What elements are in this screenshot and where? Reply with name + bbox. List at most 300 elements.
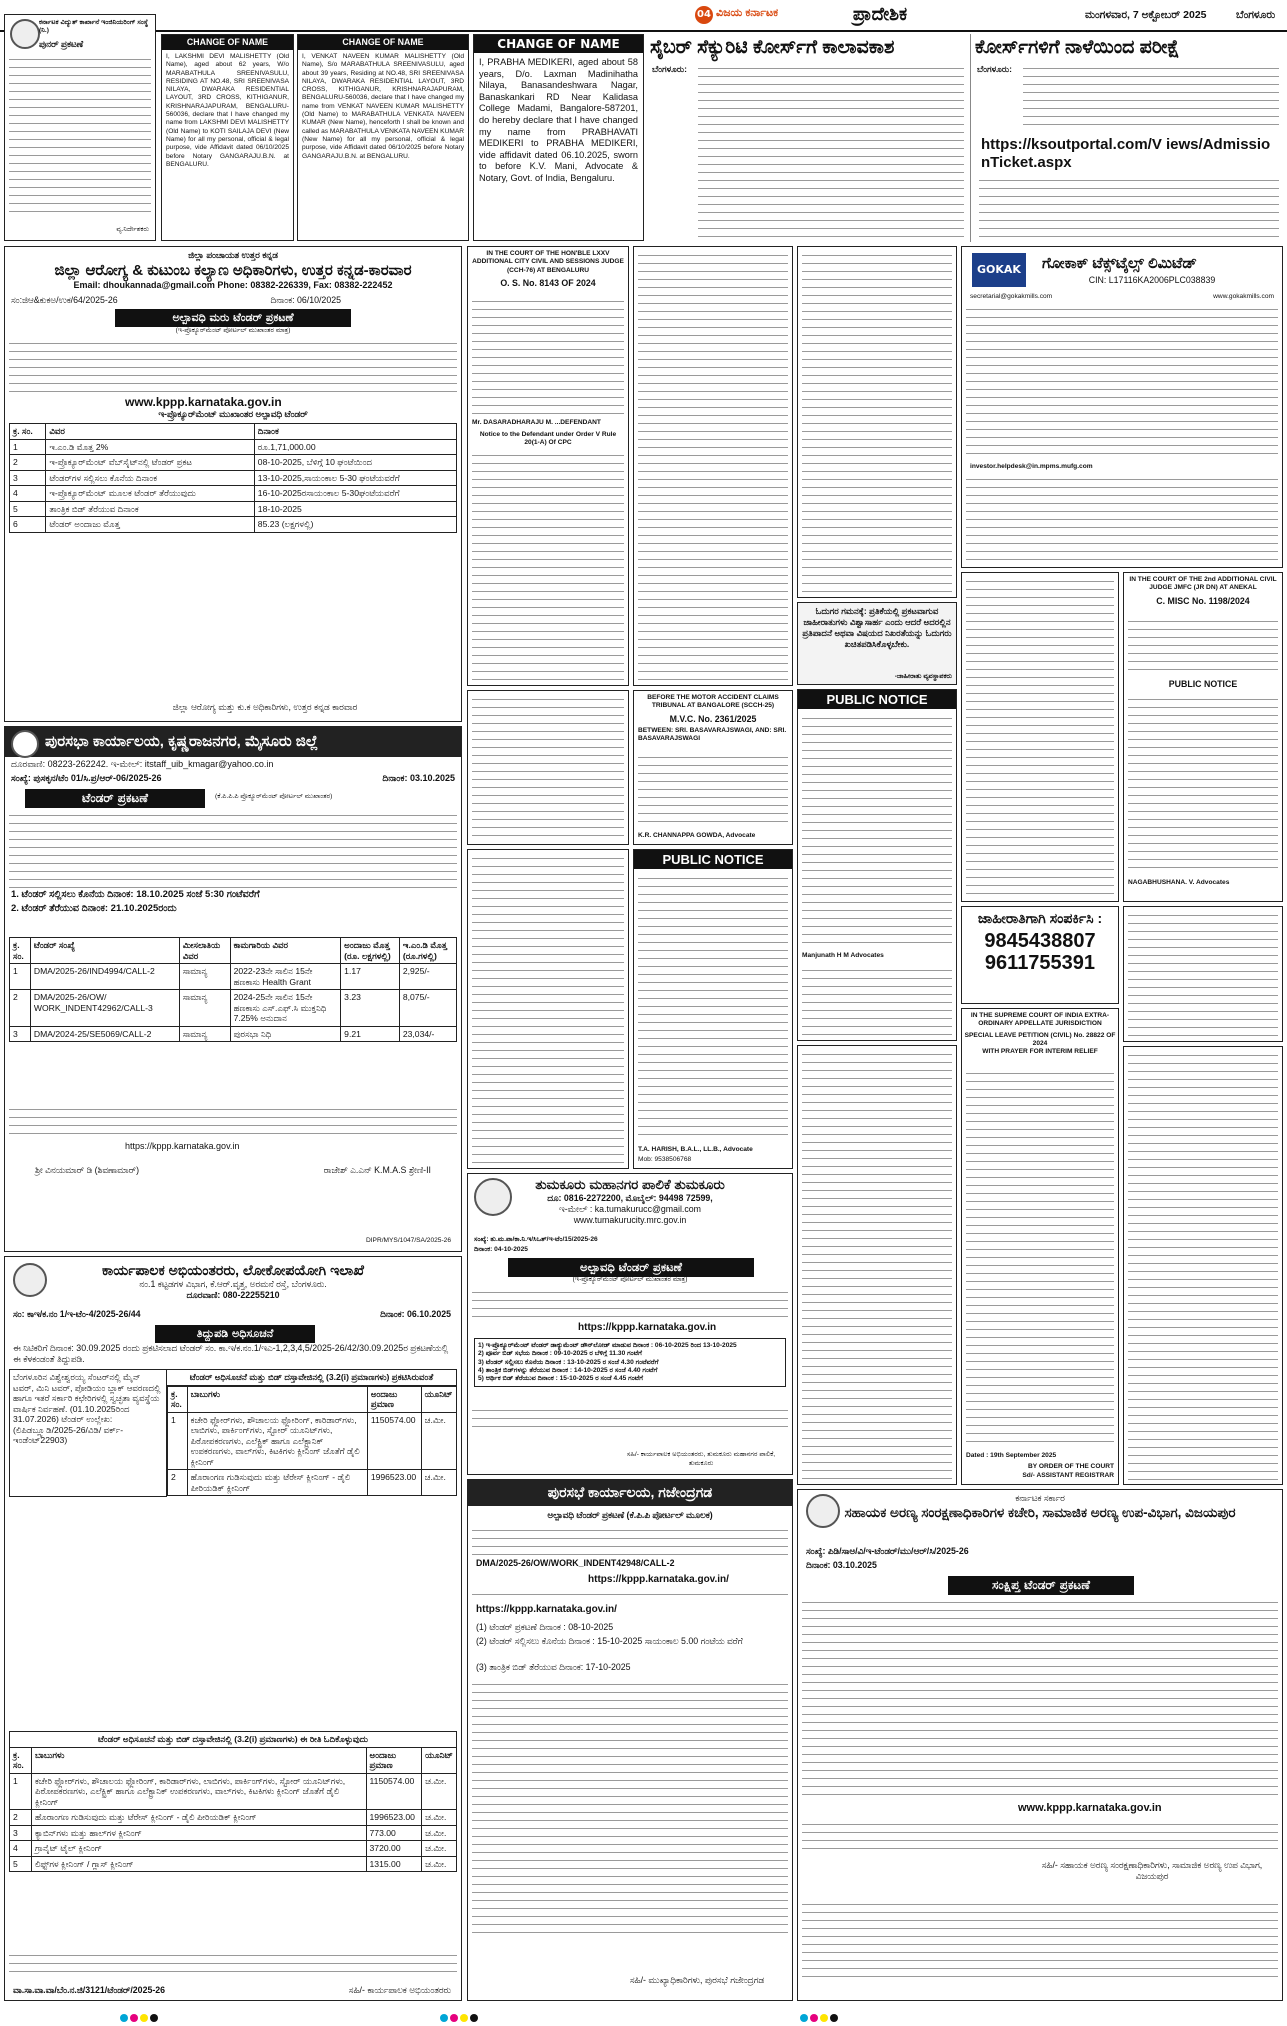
yellow-dot: [820, 2014, 828, 2022]
kr-ref-date: ದಿನಾಂಕ: 03.10.2025: [382, 773, 455, 783]
table-header-cell: ಅಂದಾಜು ಮೊತ್ತ (ರೂ. ಲಕ್ಷಗಳಲ್ಲಿ): [341, 938, 400, 964]
table-cell: 3: [10, 1026, 31, 1042]
table-header-cell: ಯೂನಿಟ್: [421, 1386, 456, 1412]
change-of-name-heading: CHANGE OF NAME: [474, 35, 643, 53]
table-row: [10, 501, 457, 517]
kebeda-signature: ವ್ಯ.ನಿರ್ದೇಶಕರು: [116, 225, 149, 233]
notice-box-medium: [1123, 906, 1283, 1042]
course-exam-headline: ಕೋರ್ಸ್‌ಗಳಿಗೆ ನಾಳೆಯಿಂದ ಪರೀಕ್ಷೆ: [975, 37, 1180, 58]
magenta-dot: [450, 2014, 458, 2022]
govt-emblem-icon: [13, 1263, 47, 1297]
change-of-name-1: [161, 34, 294, 241]
table-cell: 9.21: [341, 1026, 400, 1042]
gokak-logo: GOKAK: [972, 253, 1026, 287]
gaj-link-1[interactable]: https://kppp.karnataka.gov.in/: [588, 1574, 729, 1585]
kebeda-org: ಕರ್ನಾಟಕ ವಿದ್ಯುತ್ ಕಾರ್ಖಾನೆ ಇಂಜಿನಿಯರಿಂಗ್ ಸಂಸ್ಥೆ (ನಿ.): [39, 19, 149, 35]
tumakuru-phone: ದೂ: 0816-2272200, ಮೊಬೈಲ್: 94498 72599,: [547, 1193, 713, 1203]
table-cell: 1: [168, 1412, 188, 1470]
table-cell: ಚ.ಮೀ.: [421, 1470, 456, 1496]
cyan-dot: [440, 2014, 448, 2022]
public-notice-2-title: PUBLIC NOTICE: [798, 690, 956, 709]
table-cell: ಟೆಂಡರ್‌ಗಳ ಸಲ್ಲಿಸಲು ಕೊನೆಯ ದಿನಾಂಕ: [46, 470, 254, 486]
vijayapura-ref-date: ದಿನಾಂಕ: 03.10.2025: [806, 1560, 877, 1570]
legal-notice-2-body: [472, 854, 624, 1166]
jmfc-anekal-parties: [1128, 617, 1278, 677]
gokak-company: ಗೋಕಾಕ್ ಟೆಕ್ಸ್‌ಟೈಲ್ಸ್ ಲಿಮಿಟೆಡ್: [1042, 255, 1197, 272]
table-row: [10, 439, 457, 455]
kebeda-title: ಪುನರ್ ಪ್ರಕಟಣೆ: [39, 39, 84, 49]
health-body: [9, 339, 457, 399]
notice-box-medium-body: [1128, 911, 1278, 1039]
tumakuru-signature: ಸಹಿ/- ಕಾರ್ಯಪಾಲಕ ಅಭಿಯಂತರರು, ತುಮಕೂರು ಮಹಾನಗರ ಪಾಲಿಕೆ, ತುಮಕೂರು: [626, 1451, 776, 1467]
change-of-name-text: I, LAKSHMI DEVI MALISHETTY (Old Name), aged about 62 years, W/o MARABATHULA SREENIVASULU, RESIDING AT NO.48, SRI SREENIVASA NILAYA, DWARAKA RESIDENTIAL LAYOUT, 3RD CROSS, KITHIGANUR, KRISHNARAJAPURAM, BENGALURU-560036, declare that I have changed my name from LAKSHMI DEVI MALISHETTY (Old Name) to KOTI SAILAJA DEVI (New Name) for all my personal, official & legal purpose, vide Affidavit dated 06/10/2025 before Notary GANGARAJU.B.N. at BENGALURU.: [166, 53, 289, 168]
change-of-name-text: I, VENKAT NAVEEN KUMAR MALISHETTY (Old Name), S/o MARABATHULA SREENIVASULU, aged about 39 years, Residing at NO.48, SRI SREENIVASA NILAYA, DWARAKA RESIDENTIAL LAYOUT, 3RD CROSS, KITHIGANUR, KRISHNARAJAPURAM, BENGALURU-560036, declare that I have changed my name from VENKAT NAVEEN KUMAR MALISHETTY (Old Name) to MARABATHULA VENKATA NAVEEN KUMAR (New Name), henceforth I shall be known and called as MARABATHULA VENKATA NAVEEN KUMAR (New Name) for all my personal, official & legal purpose, vide Affidavit dated 06/10/2025 before Notary GANGARAJU.B.N. at BENGALURU.: [302, 53, 464, 160]
table-row: [168, 1412, 457, 1470]
table-cell: 1150574.00: [367, 1412, 421, 1470]
public-notice-2-body: [802, 714, 952, 944]
gaj-link-2[interactable]: https://kppp.karnataka.gov.in/: [476, 1604, 617, 1615]
table-header-cell: ಬಾಬುಗಳು: [31, 1747, 366, 1773]
table-cell: DMA/2024-25/SE5069/CALL-2: [30, 1026, 179, 1042]
supreme-court-case: SPECIAL LEAVE PETITION (CIVIL) No. 28822 OF 2024: [964, 1031, 1116, 1047]
table-header-cell: ಮೀಸಲಾತಿಯ ವಿವರ: [179, 938, 230, 964]
table-cell: 16-10-2025ರಸಾಯಂಕಾಲ 5-30ಘಂಟೆಯವರೆಗೆ: [254, 486, 456, 502]
table-cell: DMA/2025-26/OW/ WORK_INDENT42962/CALL-3: [30, 990, 179, 1027]
course-exam-article: [975, 34, 1283, 242]
course-exam-link[interactable]: https://ksoutportal.com/V iews/AdmissionTicket.aspx: [981, 136, 1271, 171]
section-title: ಪ್ರಾದೇಶಿಕ: [852, 4, 908, 24]
cyber-course-dateline: ಬೆಂಗಳೂರು:: [652, 64, 687, 74]
mvc-case: M.V.C. No. 2361/2025: [669, 713, 757, 724]
property-notice-body: [638, 251, 788, 683]
legal-notice-4: [1123, 1046, 1283, 1485]
public-notice-1-title: PUBLIC NOTICE: [634, 850, 792, 869]
table-cell: ಇ-ಪ್ರೊಕ್ಯೂರ್‌ಮೆಂಟ್ ಮೂಲಕ ಟೆಂಡರ್ ತೆರೆಯುವುದು: [46, 486, 254, 502]
legal-notice-body: [472, 695, 624, 842]
table-cell: 5: [10, 1856, 32, 1872]
table-cell: 1: [10, 1773, 32, 1810]
jmfc-anekal-case: C. MISC No. 1198/2024: [1156, 595, 1250, 606]
page-header: [0, 0, 1287, 32]
gaj-tender-no: DMA/2025-26/OW/WORK_INDENT42948/CALL-2: [476, 1558, 675, 1568]
table-header-cell: ಯೂನಿಟ್: [422, 1747, 457, 1773]
public-notice-1: [633, 849, 793, 1169]
gaj-line-1: (1) ಟೆಂಡರ್ ಪ್ರಕಟಣೆ ದಿನಾಂಕ : 08-10-2025: [476, 1622, 614, 1632]
table-cell: ಚ.ಮೀ.: [422, 1810, 457, 1826]
health-ref: ಸಂ:ಜಿಆ&ಕುಕಅ/ಉಕ/64/2025-26: [11, 295, 118, 305]
tumakuru-dates-box: [474, 1338, 786, 1387]
change-of-name-heading: CHANGE OF NAME: [298, 35, 468, 50]
health-subtitle: (ಇ-ಪ್ರೊಕ್ಯೂರ್‌ಮೆಂಟ್ ಪೋರ್ಟಲ್ ಮುಖಾಂತರ ಮಾತ್ರ): [175, 327, 291, 334]
court-summons-parties: [472, 297, 624, 417]
health-site-link[interactable]: www.kppp.karnataka.gov.in: [125, 395, 282, 409]
court-summons-notice-heading: Notice to the Defendant under Order V Rule 20(1-A) Of CPC: [479, 431, 617, 447]
table-cell: ಇ-ಪ್ರೊಕ್ಯೂರ್‌ಮೆಂಟ್ ವೆಬ್‌ಸೈಟ್‌ನಲ್ಲಿ ಟೆಂಡರ್ ಪ್ರಕಟ: [46, 455, 254, 471]
legal-notice-4-body: [1128, 1051, 1278, 1482]
kr-note: [9, 1105, 457, 1139]
table-cell: ಚ.ಮೀ.: [422, 1856, 457, 1872]
vijayapura-notice: [797, 1489, 1283, 2001]
pwd-phone: ದೂರವಾಣಿ: 080-22255210: [186, 1290, 280, 1300]
tumakuru-date-4: 4) ತಾಂತ್ರಿಕ ಬಿಡ್‌ಗಳನ್ನು ತೆರೆಯುವ ದಿನಾಂಕ : 14-10-2025 ರ ಸಂಜೆ 4.40 ಗಂಟೆಗೆ: [478, 1366, 658, 1374]
advertiser-message-text: ಓದುಗರ ಗಮನಕ್ಕೆ: ಪ್ರತಿಕೆಯಲ್ಲಿ ಪ್ರಕಟವಾಗುವ ಜಾಹೀರಾತುಗಳು ವಿಶ್ವಾಸಾರ್ಹ ಎಂದು ಆದರೆ ಅದರಲ್ಲಿನ ಪ್ರತಿಪಾದನೆ ಅಥವಾ ವಿಷಯದ ನಿಖರತೆಯನ್ನು ಓದುಗರು ಖಚಿತಪಡಿಸಿಕೊಳ್ಳಬೇಕು.: [802, 606, 952, 649]
table-header-row: [168, 1386, 457, 1412]
table-cell: ಲಿಫ್ಟ್‌ಗಳ ಕ್ಲೀನಿಂಗ್ / ಗ್ಲಾಸ್ ಕ್ಲೀನಿಂಗ್: [31, 1856, 366, 1872]
table-cell: 2: [10, 1810, 32, 1826]
govt-emblem-icon: [806, 1494, 840, 1528]
kr-ref: ಸಂಖ್ಯೆ: ಪುಸಕೃನ/ಟೆಂ 01/ಸಿ.ಪ್ರ/ಆರ್-06/2025-26: [11, 773, 162, 783]
table-cell: ಕಚೇರಿ ಫ್ಲೋರ್‌ಗಳು, ಶೌಚಾಲಯ ಫ್ಲೋರಿಂಗ್, ಕಾರಿಡಾರ್‌ಗಳು, ಲಾಬಿಗಳು, ಪಾರ್ಕಿಂಗ್‌ಗಳು, ಸ್ಟೋರ್ ಯೂನಿಟ್‌ಗಳು, ಪಿಠೋಪಕರಣಗಳು, ಎಲೆಕ್ಟ್ರಿಕ್ ಹಾಗೂ ಎಲೆಕ್ಟ್ರಾನಿಕ್ ಉಪಕರಣಗಳು, ವಾಲ್‌ಗಳು, ಕಿಟಕಿಗಳು ಕ್ಲೀನಿಂಗ್ ಜೊತೆಗೆ ಡೈಲಿ ಕ್ಲೀನಿಂಗ್: [31, 1773, 366, 1810]
kr-office: ಪುರಸಭಾ ಕಾರ್ಯಾಲಯ, ಕೃಷ್ಣರಾಜನಗರ, ಮೈಸೂರು ಜಿಲ್ಲೆ: [45, 733, 318, 750]
table-header-cell: ಕ್ರ. ಸಂ.: [10, 424, 46, 440]
cyan-dot: [120, 2014, 128, 2022]
table-header-row: [10, 1747, 457, 1773]
table-header-cell: ಟೆಂಡರ್ ಸಂಖ್ಯೆ: [30, 938, 179, 964]
supreme-court-signatory: BY ORDER OF THE COURT Sd/- ASSISTANT REGISTRAR: [1022, 1463, 1114, 1479]
court-summons: [467, 246, 629, 686]
table-header-cell: ವಿವರ: [46, 424, 254, 440]
table-cell: ಚ.ಮೀ.: [422, 1841, 457, 1857]
pwd-note: [9, 1951, 457, 1973]
table-cell: ಟೆಂಡರ್ ಅಂದಾಜು ಮೊತ್ತ: [46, 517, 254, 533]
pwd-title: ತಿದ್ದುಪಡಿ ಅಧಿಸೂಚನೆ: [155, 1325, 315, 1343]
legal-notice-small: [467, 690, 629, 845]
health-top-line: ಜಿಲ್ಲಾ ಪಂಚಾಯತ ಉತ್ತರ ಕನ್ನಡ: [188, 250, 278, 260]
tumakuru-date-5: 5) ಆರ್ಥಿಕ ಬಿಡ್ ತೆರೆಯುವ ದಿನಾಂಕ : 15-10-2025 ರ ಸಂಜೆ 4.45 ಗಂಟೆಗೆ: [478, 1375, 644, 1383]
kr-tender-table: [9, 937, 457, 1042]
table-cell: 23,034/-: [399, 1026, 456, 1042]
registration-marks-left: [120, 2007, 160, 2015]
table-row: [10, 470, 457, 486]
course-exam-body-2: [979, 176, 1279, 238]
pwd-table2-heading: ಟೆಂಡರ್ ಅಧಿಸೂಚನೆ ಮತ್ತು ಬಿಡ್ ದಸ್ತಾವೇಜಿನಲ್ಲಿ (3.2(i) ಪ್ರಮಾಣಗಳು) ಈ ರೀತಿ ಓದಿಕೊಳ್ಳುವುದು: [10, 1732, 457, 1748]
table-header-cell: ದಿನಾಂಕ: [254, 424, 456, 440]
ad-contact-phone-2[interactable]: 9611755391: [984, 952, 1096, 974]
pwd-signature: ಸಹಿ/- ಕಾರ್ಯಪಾಲಕ ಅಭಿಯಂತರರು: [348, 1985, 451, 1995]
health-tender-notice: [4, 246, 462, 722]
table-row: [10, 1841, 457, 1857]
vijayapura-signature: ಸಹಿ/- ಸಹಾಯಕ ಅರಣ್ಯ ಸಂರಕ್ಷಣಾಧಿಕಾರಿಗಳು, ಸಾಮಾಜಿಕ ಅರಣ್ಯ ಉಪ ವಿಭಾಗ, ವಿಜಯಪುರ: [1041, 1860, 1263, 1881]
cyan-dot: [800, 2014, 808, 2022]
vijayapura-body-2: [802, 1820, 1278, 1850]
tumakuru-web[interactable]: www.tumakurucity.mrc.gov.in: [573, 1215, 687, 1225]
cyber-course-headline: ಸೈಬರ್ ಸೆಕ್ಯುರಿಟಿ ಕೋರ್ಸ್‌ಗೆ ಕಾಲಾವಕಾಶ: [650, 37, 895, 58]
table-cell: 3: [10, 1825, 32, 1841]
supreme-court-dated: Dated : 19th September 2025: [966, 1451, 1057, 1459]
table-row: [10, 455, 457, 471]
gaj-body-3: [472, 1680, 788, 1940]
supreme-court-title: IN THE SUPREME COURT OF INDIA EXTRA-ORDINARY APPELLATE JURISDICTION: [970, 1012, 1110, 1028]
tumakuru-title: ಅಲ್ಪಾವಧಿ ಟೆಂಡರ್ ಪ್ರಕಟಣೆ: [508, 1258, 754, 1277]
gokak-cin: CIN: L17116KA2006PLC038839: [1088, 275, 1216, 285]
table-row: [10, 517, 457, 533]
table-row: [10, 1810, 457, 1826]
tumakuru-date-1: 1) ಇ-ಪ್ರೊಕ್ಯೂರ್‌ಮೆಂಟ್ ಟೆಂಡರ್ ಡಾಕ್ಯುಮೆಂಟ್ ಡೌನ್‌ಲೋಡ್ ಮಾಡುವ ದಿನಾಂಕ : 06-10-2025 ರಿಂದ 13-10-2025: [478, 1342, 737, 1349]
table-header-row: [10, 938, 457, 964]
table-cell: 8,075/-: [399, 990, 456, 1027]
gaj-body-2: [472, 1590, 788, 1602]
table-cell: 85.23 (ಲಕ್ಷಗಳಲ್ಲಿ): [254, 517, 456, 533]
pwd-intro: ಈ ನಿಟಿಕರಿಗೆ ದಿನಾಂಕ: 30.09.2025 ರಂದು ಪ್ರಕಟಿಸಲಾದ ಟೆಂಡರ್ ಸಂ. ಕಾ.ಇ/ಕ.ನಂ.1/ಇಎ-1,2,3,4,5/2025-26/42/30.09.2025ರ ಪ್ರಕಟಣೆಯಲ್ಲಿ ಈ ಕೆಳಕಂಡಂತೆ ತಿದ್ದುಪಡಿ.: [13, 1343, 449, 1364]
pwd-office: ಕಾರ್ಯಪಾಲಕ ಅಭಿಯಂತರರು, ಲೋಕೋಪಯೋಗಿ ಇಲಾಖೆ: [102, 1262, 364, 1278]
court-summons-body: [472, 451, 624, 683]
table-row: [10, 1856, 457, 1872]
table-cell: 18-10-2025: [254, 501, 456, 517]
header-date: ಮಂಗಳವಾರ, 7 ಅಕ್ಟೋಬರ್ 2025: [1085, 9, 1207, 21]
vijayapura-title: ಸಂಕ್ಷಿಪ್ತ ಟೆಂಡರ್ ಪ್ರಕಟಣೆ: [948, 1576, 1134, 1595]
table-cell: ಚ.ಮೀ.: [422, 1825, 457, 1841]
pwd-left-text: ಬೆಂಗಳೂರಿನ ವಿಶ್ವೇಶ್ವರಯ್ಯ ಸೆಂಟರ್‌ನಲ್ಲಿ ಮೈನ್ ಟವರ್, ಮಿನಿ ಟವರ್, ಪೋಡಿಯಂ ಬ್ಲಾಕ್ ಆವರಣದಲ್ಲಿ ಹಾಗೂ ಇತರೆ ಸರ್ಕಾರಿ ಕಛೇರಿಗಳಲ್ಲಿ ಸ್ವಚ್ಛತಾ ವ್ಯವಸ್ಥೆಯ ವಾರ್ಷಿಕ ನಿರ್ವಹಣೆ. (01.10.2025ರಿಂದ 31.07.2026) ಟೆಂಡರ್ ಉಲ್ಲೇಖ: (ಲಿಪಿಡಬ್ಲ್ಯೂಡಿ/2025-26/ವಿಡಿ/ ವರ್ಕ್-ಇಂಡೆಂಟ್22903): [10, 1370, 167, 1497]
vijayapura-body: [802, 1598, 1278, 1798]
yellow-dot: [140, 2014, 148, 2022]
table-cell: 1996523.00: [367, 1470, 421, 1496]
table-cell: 2: [168, 1470, 188, 1496]
registration-marks-right: [800, 2007, 840, 2015]
mvc-notice: [633, 690, 793, 845]
vijayapura-top: ಕರ್ನಾಟಕ ಸರ್ಕಾರ: [1015, 1493, 1065, 1503]
table-cell: ಚ.ಮೀ.: [422, 1773, 457, 1810]
court-summons-case: O. S. No. 8143 OF 2024: [500, 277, 596, 288]
gokak-body: [966, 305, 1278, 461]
public-notice-2-footer: [802, 966, 952, 1038]
change-of-name-text: I, PRABHA MEDIKERI, aged about 58 years, D/o. Laxman Madinihatha Nilaya, Banasandeshwara Nagar, Banaskankari RD Near Kalidasa College Madami, Bangalore-587201, do hereby declare that I have changed my name from PRABHAVATI MEDIKERI to PRABHA MEDIKERI, vide affidavit dated 06.10.2025, sworn to before K.V. Mani, Advocate & Notary, Govt. of India, Bengaluru.: [479, 57, 638, 183]
table-row: [10, 486, 457, 502]
table-cell: 5: [10, 501, 46, 517]
gokak-notice: [961, 246, 1283, 568]
table-cell: 1996523.00: [366, 1810, 422, 1826]
table-header-cell: ಬಾಬುಗಳು: [187, 1386, 367, 1412]
table-row: [10, 964, 457, 990]
health-ref-date: ದಿನಾಂಕ: 06/10/2025: [270, 295, 341, 305]
table-cell: 2: [10, 455, 46, 471]
gokak-site[interactable]: www.gokakmills.com: [1213, 293, 1274, 300]
table-cell: 1: [10, 964, 31, 990]
table-cell: 1315.00: [366, 1856, 422, 1872]
pwd-ref: ಸಂ: ಕಾಇ/ಕ.ನಂ 1/ಇ-ಟೆಂ-4/2025-26/44: [13, 1309, 141, 1319]
magenta-dot: [810, 2014, 818, 2022]
kr-ad-number: DIPR/MYS/1047/SA/2025-26: [365, 1236, 451, 1244]
black-dot: [470, 2014, 478, 2022]
legal-notice-3-body: [802, 251, 952, 595]
vijayapura-site-link[interactable]: www.kppp.karnataka.gov.in: [1018, 1802, 1162, 1814]
supreme-court-sub: WITH PRAYER FOR INTERIM RELIEF: [982, 1048, 1098, 1056]
court-summons-title: IN THE COURT OF THE HON'BLE LXXV ADDITIONAL CITY CIVIL AND SESSIONS JUDGE (CCH-76) AT BENGALURU: [472, 250, 624, 274]
table-cell: ಕಚೇರಿ ಫ್ಲೋರ್‌ಗಳು, ಶೌಚಾಲಯ ಫ್ಲೋರಿಂಗ್, ಕಾರಿಡಾರ್‌ಗಳು, ಲಾಬಿಗಳು, ಪಾರ್ಕಿಂಗ್‌ಗಳು, ಸ್ಟೋರ್ ಯೂನಿಟ್‌ಗಳು, ಪಿಠೋಪಕರಣಗಳು, ಎಲೆಕ್ಟ್ರಿಕ್ ಹಾಗೂ ಎಲೆಕ್ಟ್ರಾನಿಕ್ ಉಪಕರಣಗಳು, ವಾಲ್‌ಗಳು, ಕಿಟಕಿಗಳು ಕ್ಲೀನಿಂಗ್ ಜೊತೆಗೆ ಡೈಲಿ ಕ್ಲೀನಿಂಗ್: [187, 1412, 367, 1470]
course-exam-body: [1023, 64, 1279, 132]
black-dot: [830, 2014, 838, 2022]
table-row: [10, 1825, 457, 1841]
court-summons-defendant: Mr. DASARADHARAJU M. ...DEFENDANT: [472, 419, 601, 426]
kr-subtitle: (ಕೆ.ಪಿ.ಪಿ.ಪಿ ಪ್ರೊಕ್ಯೂರ್‌ಮೆಂಟ್ ಪೋರ್ಟಲ್ ಮುಖಾಂತರ): [215, 793, 333, 800]
public-notice-1-body: [638, 874, 788, 1138]
change-of-name-3: [473, 34, 644, 241]
table-cell: 2022-23ನೇ ಸಾಲಿನ 15ನೇ ಹಣಕಾಸು Health Grant: [230, 964, 341, 990]
table-cell: 3720.00: [366, 1841, 422, 1857]
table-cell: 08-10-2025, ಬೆಳಿಗ್ಗೆ 10 ಘಂಟೆಯಿಂದ: [254, 455, 456, 471]
legal-notice-2: [467, 849, 629, 1169]
tumakuru-site-link[interactable]: https://kppp.karnataka.gov.in: [578, 1322, 717, 1333]
table-cell: 13-10-2025,ಸಾಯಂಕಾಲ 5-30 ಘಂಟೆಯವರೆಗೆ: [254, 470, 456, 486]
table-cell: ಸಾಮಾನ್ಯ: [179, 964, 230, 990]
pwd-ad-number: ವಾ.ಸಾ.ವಾ.ವಾ/ಬೆಂ.ನ.ಜಿ/3121/ಟೆಂಡರ್/2025-26: [13, 1985, 166, 1995]
table-cell: 4: [10, 1841, 32, 1857]
gaj-signature: ಸಹಿ/- ಮುಖ್ಯಾಧಿಕಾರಿಗಳು, ಪುರಸಭೆ ಗಜೇಂದ್ರಗಡ: [629, 1975, 765, 1985]
table-cell: 6: [10, 517, 46, 533]
table-row: [10, 1773, 457, 1810]
gaj-office: ಪುರಸಭೆ ಕಾರ್ಯಾಲಯ, ಗಜೇಂದ್ರಗಡ: [547, 1484, 713, 1500]
kr-body: [9, 811, 457, 889]
ad-contact-box: [961, 906, 1119, 1004]
health-contact: Email: dhoukannada@gmail.com Phone: 08382-226339, Fax: 08382-222452: [73, 280, 393, 290]
health-tender-table: [9, 423, 457, 533]
tumakuru-logo-icon: [474, 1178, 512, 1216]
advertiser-message: [797, 602, 957, 685]
header-edition: ಬೆಂಗಳೂರು: [1236, 9, 1276, 21]
table-header-cell: ಕ್ರ. ಸಂ.: [168, 1386, 188, 1412]
table-cell: ಹೊರಾಂಗಣ ಗುಡಿಸುವುದು ಮತ್ತು ಟೆರೇಸ್ ಕ್ಲೀನಿಂಗ್ - ಡೈಲಿ ಪೀರಿಯಡಿಕ್ ಕ್ಲೀನಿಂಗ್: [31, 1810, 366, 1826]
pwd-table1-heading: ಟೆಂಡರ್ ಅಧಿಸೂಚನೆ ಮತ್ತು ಬಿಡ್ ದಸ್ತಾವೇಜಿನಲ್ಲಿ (3.2(i) ಪ್ರಮಾಣಗಳು) ಪ್ರಕಟಿಸಿರುವಂತೆ: [167, 1370, 457, 1386]
gajendragad-notice: [467, 1479, 793, 2001]
table-header-row: [10, 424, 457, 440]
kebeda-notice: [4, 14, 156, 241]
course-exam-dateline: ಬೆಂಗಳೂರು:: [977, 64, 1012, 74]
table-header-cell: ಕ್ರ. ಸಂ.: [10, 1747, 32, 1773]
table-header-cell: ಕ್ರ. ಸಂ.: [10, 938, 31, 964]
tumakuru-ref: ಸಂಖ್ಯೆ: ತು.ಮ.ಪಾ/ಕಾ.ನಿ.ಇ/ಸಿಒತ್/ಇ-ಟೆಂ/15/2025-26: [474, 1236, 598, 1243]
jmfc-chikballapur-notice: [797, 1045, 957, 1485]
table-header-cell: ಇ.ಎಂ.ಡಿ ಮೊತ್ತ (ರೂ.ಗಳಲ್ಲಿ): [399, 938, 456, 964]
vijayapura-office: ಸಹಾಯಕ ಅರಣ್ಯ ಸಂರಕ್ಷಣಾಧಿಕಾರಿಗಳ ಕಚೇರಿ, ಸಾಮಾಜಿಕ ಅರಣ್ಯ ಉಪ-ವಿಭಾಗ, ವಿಜಯಪುರ: [844, 1505, 1236, 1520]
table-cell: DMA/2025-26/IND4994/CALL-2: [30, 964, 179, 990]
tumakuru-note: [472, 1406, 788, 1430]
table-header-cell: ಅಂದಾಜು ಪ್ರಮಾಣ: [366, 1747, 422, 1773]
gokak-footer: [966, 475, 1278, 565]
public-notice-2-signatory: Manjunath H M Advocates: [802, 952, 884, 959]
table-cell: 773.00: [366, 1825, 422, 1841]
kebeda-body: [9, 55, 151, 218]
health-table-title: ಇ-ಪ್ರೊಕ್ಯೂರ್‌ಮೆಂಟ್ ಮುಖಾಂತರ ಅಲ್ಪಾವಧಿ ಟೆಂಡರ್: [158, 409, 308, 419]
public-notice-2: [797, 689, 957, 1041]
table-cell: ಇ.ಎಂ.ಡಿ ಮೊತ್ತ 2%: [46, 439, 254, 455]
cyber-course-article: [650, 34, 971, 242]
mvc-parties: BETWEEN: SRI. BASAVARAJSWAGI, AND: SRI. BASAVARAJSWAGI: [638, 726, 787, 742]
mvc-body: [638, 753, 788, 826]
gaj-line-2: (2) ಟೆಂಡರ್ ಸಲ್ಲಿಸಲು ಕೊನೆಯ ದಿನಾಂಕ : 15-10-2025 ಸಾಯಂಕಾಲ 5.00 ಗಂಟೆಯ ವರೆಗೆ: [476, 1636, 743, 1646]
advertiser-message-sign: -ಜಾಹೀರಾತು ವ್ಯವಸ್ಥಾಪಕರು: [894, 672, 952, 680]
pwd-table-1: [9, 1369, 457, 1497]
vijayapura-footer: [802, 1900, 1278, 1980]
legal-notice-3: [797, 246, 957, 598]
kr-line-1: 1. ಟೆಂಡರ್ ಸಲ್ಲಿಸಲು ಕೊನೆಯ ದಿನಾಂಕ: 18.10.2025 ಸಂಜೆ 5:30 ಗಂಟೆವರೆಗೆ: [11, 889, 260, 900]
table-cell: ರೂ.1,71,000.00: [254, 439, 456, 455]
kr-signatory-left: ಶ್ರೀ ವಿನಯಮಾರ್ ಡಿ (ಶಿವಣಾಮಾರ್): [35, 1165, 140, 1175]
jmfc-anekal-body: [1128, 695, 1278, 871]
pwd-address: ನಂ.1 ಕಟ್ಟಡಗಳ ವಿಭಾಗ, ಕೆ.ಆರ್.ವೃತ್ತ, ಅರಮನೆ ರಸ್ತೆ, ಬೆಂಗಳೂರು.: [139, 1279, 327, 1289]
public-notice-1-signatory: T.A. HARISH, B.A.L., LL.B., Advocate: [638, 1145, 753, 1153]
table-row: [168, 1470, 457, 1496]
notice-box-small-body: [966, 577, 1114, 899]
table-cell: 4: [10, 486, 46, 502]
table-header-cell: ಕಾಮಗಾರಿಯ ವಿವರ: [230, 938, 341, 964]
masthead: ವಿಜಯ ಕರ್ನಾಟಕ: [716, 7, 779, 19]
table-cell: ಕ್ಯಾಬಿನ್‌ಗಳು ಮತ್ತು ಹಾಲ್‌ಗಳ ಕ್ಲೀನಿಂಗ್: [31, 1825, 366, 1841]
tumakuru-notice: [467, 1173, 793, 1475]
change-of-name-2: [297, 34, 469, 241]
gokak-mail-2[interactable]: investor.helpdesk@in.mpms.mufg.com: [970, 463, 1093, 470]
tumakuru-office: ತುಮಕೂರು ಮಹಾನಗರ ಪಾಲಿಕೆ ತುಮಕೂರು: [535, 1177, 725, 1192]
gaj-line-3: (3) ತಾಂತ್ರಿಕ ಬಿಡ್ ತೆರೆಯುವ ದಿನಾಂಕ: 17-10-2025: [476, 1662, 631, 1672]
black-dot: [150, 2014, 158, 2022]
gokak-email[interactable]: secretarial@gokakmills.com: [970, 293, 1053, 300]
table-cell: ಸಾಮಾನ್ಯ: [179, 1026, 230, 1042]
gaj-title: ಅಲ್ಪಾವಧಿ ಟೆಂಡರ್ ಪ್ರಕಟಣೆ (ಕೆ.ಪಿ.ಪಿ ಪೋರ್ಟಲ್ ಮೂಲಕ): [547, 1510, 713, 1520]
pwd-notice: [4, 1256, 462, 2001]
table-header-cell: ಅಂದಾಜು ಪ್ರಮಾಣ: [367, 1386, 421, 1412]
vijayapura-ref: ಸಂಖ್ಯೆ: ಪಿಡಿ/ಸಾಅ/ವಿ/ಇ-ಟೆಂಡರ್/ಮು/ಆರ್/ಸಿ/2025-26: [806, 1546, 969, 1556]
table-cell: 1: [10, 439, 46, 455]
kr-signatory-right: ರಾಜೇಶ್ ಎ.ಎನ್ K.M.A.S ಶ್ರೇಣಿ-II: [323, 1165, 431, 1175]
jmfc-anekal-heading: PUBLIC NOTICE: [1168, 679, 1238, 689]
jmfc-anekal-title: IN THE COURT OF THE 2nd ADDITIONAL CIVIL JUDGE JMFC (JR DN) AT ANEKAL: [1129, 576, 1277, 592]
ad-contact-phone-1[interactable]: 9845438807: [984, 930, 1096, 952]
krishnarajanagar-notice: [4, 726, 462, 1252]
kr-contact: ದೂರವಾಣಿ: 08223-262242. ಇ-ಮೇಲ್: itstaff_uib_kmagar@yahoo.co.in: [11, 759, 274, 769]
tumakuru-date-2: 2) ಪೂರ್ವ ಬಿಡ್ ಸಭೆಯ ದಿನಾಂಕ : 09-10-2025 ರ ಬೆಳಿಗ್ಗೆ 11.30 ಗಂಟೆಗೆ: [478, 1350, 642, 1358]
jmfc-anekal-notice: [1123, 572, 1283, 902]
table-cell: ಹೊರಾಂಗಣ ಗುಡಿಸುವುದು ಮತ್ತು ಟೆರೇಸ್ ಕ್ಲೀನಿಂಗ್ - ಡೈಲಿ ಪೀರಿಯಡಿಕ್ ಕ್ಲೀನಿಂಗ್: [187, 1470, 367, 1496]
mvc-title: BEFORE THE MOTOR ACCIDENT CLAIMS TRIBUNAL AT BANGALORE (SCCH-25): [647, 694, 779, 710]
tumakuru-date-3: 3) ಟೆಂಡರ್ ಸಲ್ಲಿಸಲು ಕೊನೆಯ ದಿನಾಂಕ : 13-10-2025 ರ ಸಂಜೆ 4.30 ಗಂಟೆವರೆಗೆ: [478, 1358, 659, 1366]
table-cell: 1150574.00: [366, 1773, 422, 1810]
supreme-court-notice: [961, 1008, 1119, 1485]
change-of-name-heading: CHANGE OF NAME: [162, 35, 293, 50]
table-row: [10, 990, 457, 1027]
ad-contact-heading: ಜಾಹೀರಾತಿಗಾಗಿ ಸಂಪರ್ಕಿಸಿ :: [977, 910, 1103, 926]
health-signature: ಜಿಲ್ಲಾ ಆರೋಗ್ಯ ಮತ್ತು ಕು.ಕ ಅಧಿಕಾರಿಗಳು, ಉತ್ತರ ಕನ್ನಡ ಕಾರವಾರ: [172, 702, 358, 712]
registration-marks-mid: [440, 2007, 480, 2015]
table-cell: 3.23: [341, 990, 400, 1027]
table-cell: 1.17: [341, 964, 400, 990]
health-title: ಅಲ್ಪಾವಧಿ ಮರು ಟೆಂಡರ್ ಪ್ರಕಟಣೆ: [115, 309, 351, 327]
health-office: ಜಿಲ್ಲಾ ಆರೋಗ್ಯ & ಕುಟುಂಬ ಕಲ್ಯಾಣ ಅಧಿಕಾರಿಗಳು, ಉತ್ತರ ಕನ್ನಡ-ಕಾರವಾರ: [54, 262, 412, 279]
page-number: 04: [695, 6, 713, 24]
table-cell: ಗ್ರಾನೈಟ್ ಟೈಲ್ ಕ್ಲೀನಿಂಗ್: [31, 1841, 366, 1857]
kr-portal-link[interactable]: https://kppp.karnataka.gov.in: [125, 1141, 240, 1151]
property-notice: [633, 246, 793, 686]
pwd-table-2: [9, 1731, 457, 1872]
table-cell: ಚ.ಮೀ.: [421, 1412, 456, 1470]
kebeda-logo-icon: [10, 19, 40, 49]
jmfc-chikballapur-body: [802, 1050, 952, 1482]
gaj-body-1: [472, 1526, 788, 1556]
tumakuru-email: ಇ-ಮೇಲ್ : ka.tumakurucc@gmail.com: [559, 1204, 701, 1214]
notice-box-small: [961, 572, 1119, 902]
table-row: [10, 1026, 457, 1042]
public-notice-1-mobile: Mob: 9538506768: [638, 1155, 692, 1163]
tumakuru-subtitle: (ಇ-ಪ್ರೊಕ್ಯೂರ್‌ಮೆಂಟ್ ಪೋರ್ಟಲ್ ಮುಖಾಂತರ ಮಾತ್ರ): [572, 1276, 688, 1283]
table-cell: 2024-25ನೇ ಸಾಲಿನ 15ನೇ ಹಣಕಾಸು ಎಸ್.ಎಫ್.ಸಿ ಮುಕ್ತನಿಧಿ 7.25% ಅನುದಾನ: [230, 990, 341, 1027]
table-cell: 3: [10, 470, 46, 486]
table-cell: ಸಾಮಾನ್ಯ: [179, 990, 230, 1027]
jmfc-anekal-signatory: NAGABHUSHANA. V. Advocates: [1128, 878, 1230, 886]
kr-title: ಟೆಂಡರ್ ಪ್ರಕಟಣೆ: [25, 789, 205, 808]
table-cell: ಪುರಸಭಾ ನಿಧಿ: [230, 1026, 341, 1042]
govt-emblem-icon: [11, 730, 39, 758]
table-cell: 2,925/-: [399, 964, 456, 990]
tumakuru-ref-date: ದಿನಾಂಕ: 04-10-2025: [474, 1246, 528, 1253]
magenta-dot: [130, 2014, 138, 2022]
mvc-signatory: K.R. CHANNAPPA GOWDA, Advocate: [638, 831, 756, 839]
